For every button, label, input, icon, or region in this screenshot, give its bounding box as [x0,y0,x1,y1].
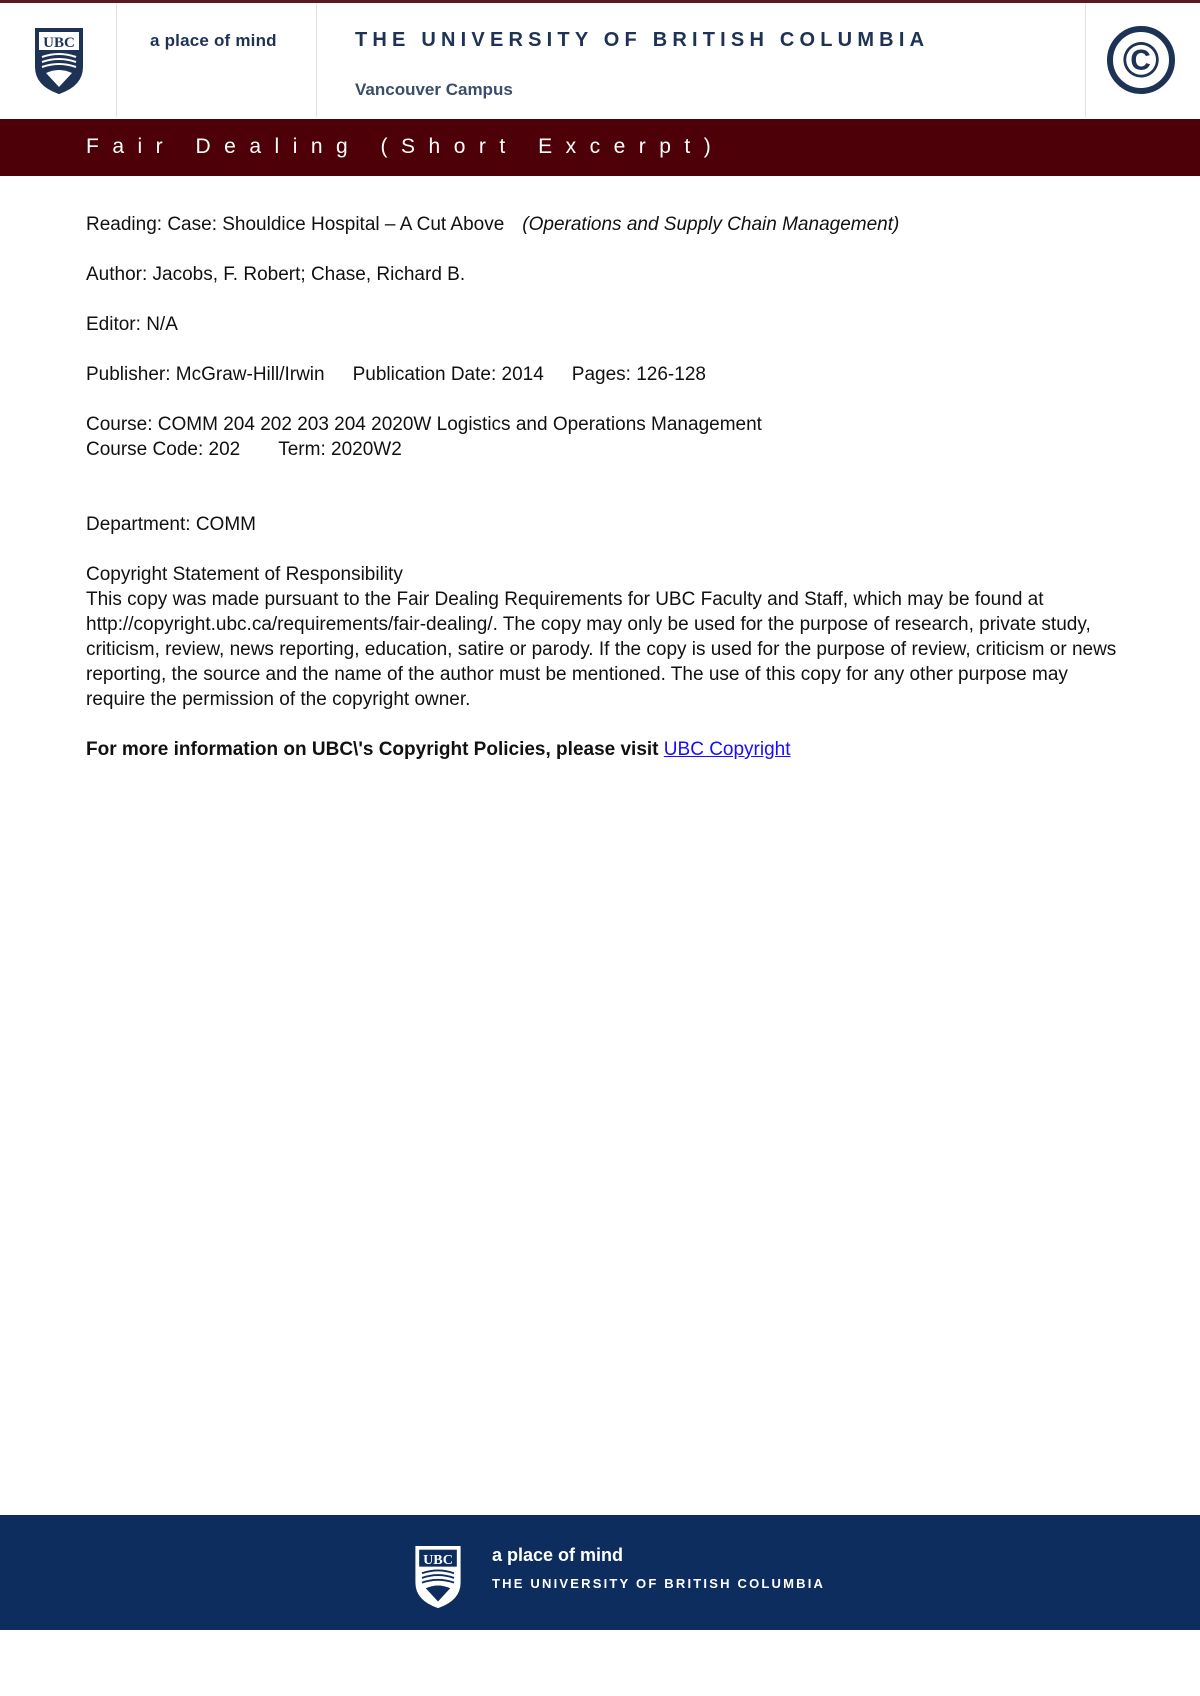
campus-name: Vancouver Campus [355,80,513,99]
copyright-icon: © [1107,26,1175,94]
svg-text:UBC: UBC [423,1551,453,1568]
statement-title: Copyright Statement of Responsibility [86,564,403,585]
page-footer [0,1515,1200,1630]
course-code-line [86,437,1126,462]
course-line: Course: COMM 204 202 203 204 2020W Logistics and Operations Management [86,414,762,435]
svg-text:UBC: UBC [43,35,75,51]
header-divider [316,3,317,117]
author-line: Author: Jacobs, F. Robert; Chase, Richard B. [86,264,466,285]
more-info-line [86,737,1126,762]
reading-title: Reading: Case: Shouldice Hospital – A Cut Above [86,214,505,235]
header-divider [1085,3,1086,117]
title-banner [0,119,1200,176]
statement-body: This copy was made pursuant to the Fair Dealing Requirements for UBC Faculty and Staff, which may be found at http://copyright.ubc.ca/requirements/fair-dealing/. The copy may only be used for the purpose of research, private study, criticism, review, news reporting, education, satire or parody. If the copy is used for the purpose of review, criticism or news reporting, the source and the name of the author must be mentioned. The use of this copy for any other purpose may require the permission of the copyright owner. [86,589,1117,710]
footer-university-name: THE UNIVERSITY OF BRITISH COLUMBIA [492,1576,826,1591]
pages: Pages: 126-128 [571,364,706,385]
more-info-text: For more information on UBC\'s Copyright Policies, please visit [86,739,664,760]
ubc-copyright-link[interactable]: UBC Copyright [663,739,791,760]
page-header [0,3,1200,117]
course-code: Course Code: 202 [86,439,241,460]
banner-title: Fair Dealing (Short Excerpt) [86,135,725,158]
department-line: Department: COMM [86,514,256,535]
term: Term: 2020W2 [278,439,402,460]
editor-line: Editor: N/A [86,314,178,335]
header-tagline: a place of mind [150,31,277,50]
document-body [86,212,1126,762]
reading-line [86,212,1126,237]
ubc-logo [0,3,116,117]
reading-source: (Operations and Supply Chain Management) [522,214,900,235]
publication-date: Publication Date: 2014 [352,364,544,385]
ubc-crest-icon [414,1545,462,1609]
university-name: THE UNIVERSITY OF BRITISH COLUMBIA [355,29,930,51]
footer-tagline: a place of mind [492,1545,624,1565]
publisher-line [86,362,1126,387]
header-divider [116,3,117,117]
ubc-crest-icon [34,27,84,95]
publisher: Publisher: McGraw-Hill/Irwin [86,364,325,385]
